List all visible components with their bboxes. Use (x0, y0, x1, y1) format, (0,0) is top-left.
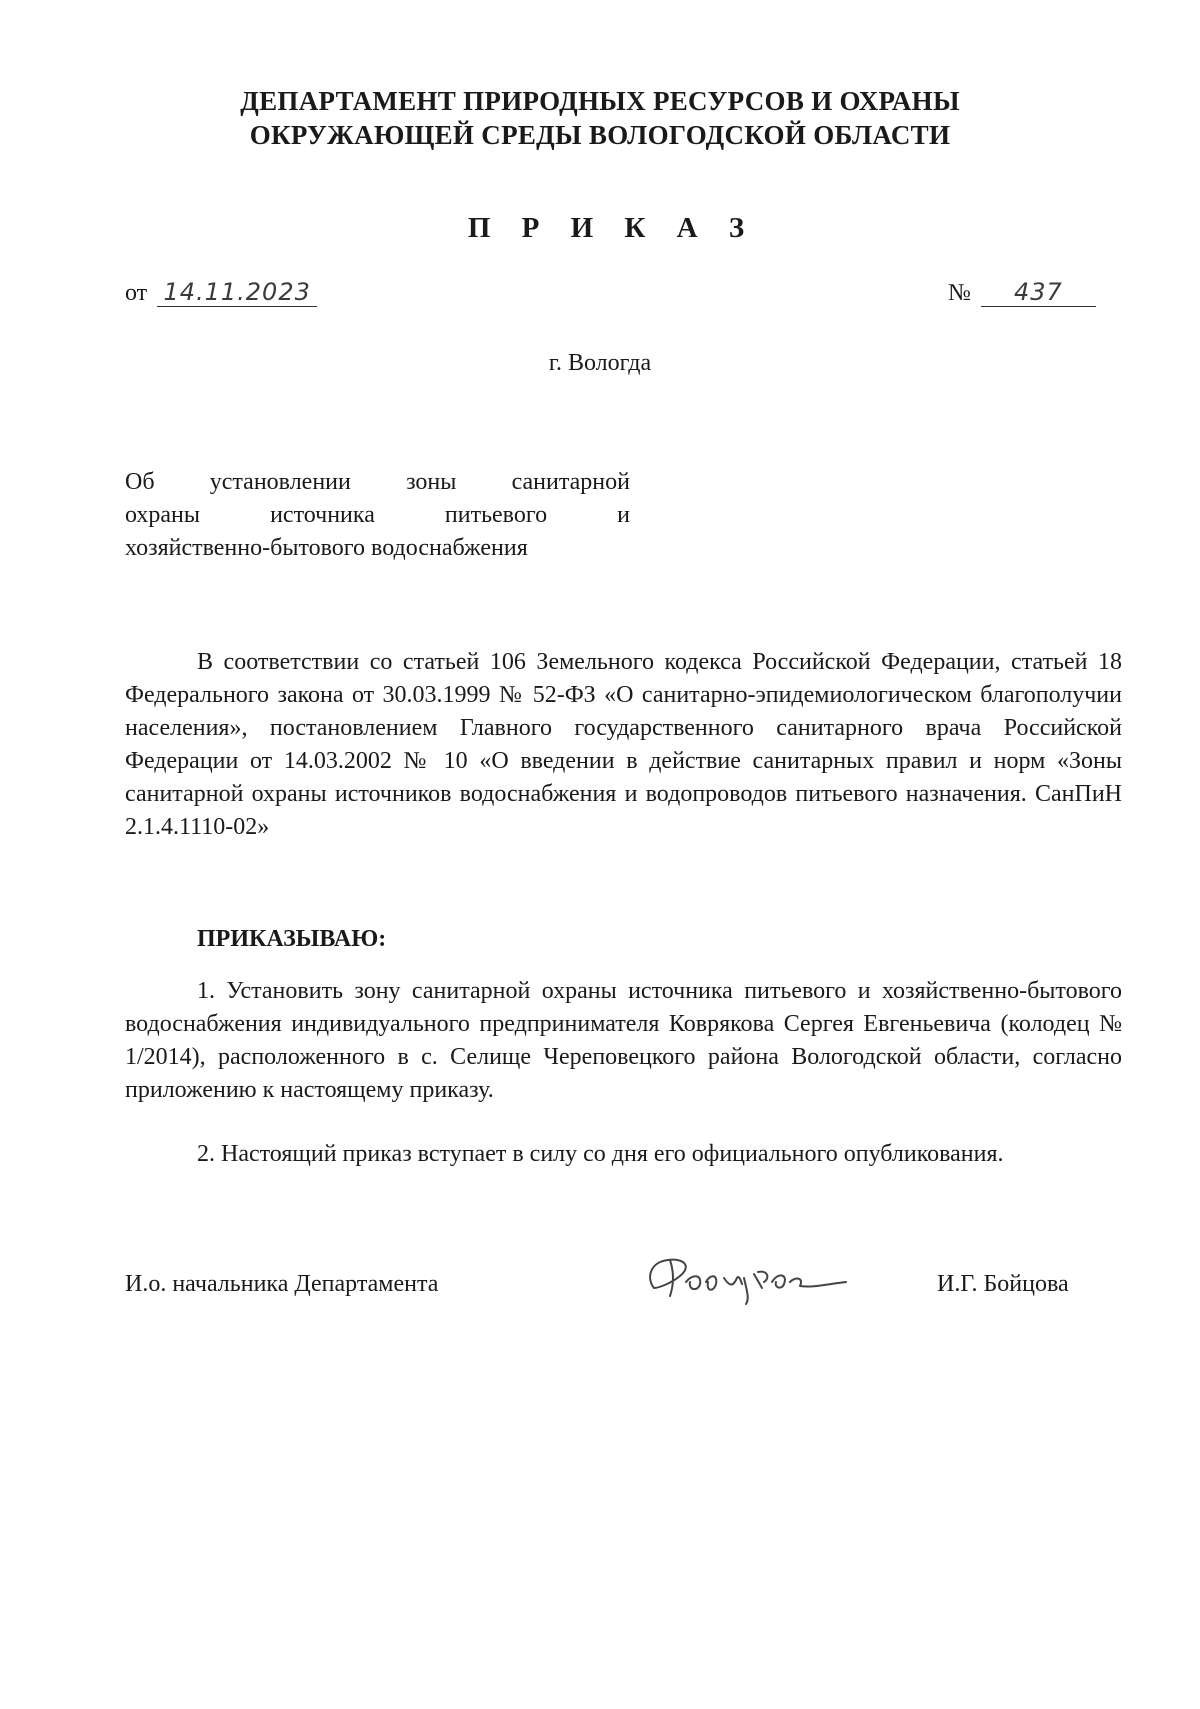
order-item-2: 2. Настоящий приказ вступает в силу со дня его официального опубликования. (197, 1141, 1004, 1167)
date-field (125, 278, 317, 307)
signer-position: И.о. начальника Департамента (125, 1271, 439, 1297)
number-field (948, 278, 1096, 307)
date-prefix: от (125, 280, 148, 306)
subject-line-2: охраны источника питьевого и (125, 502, 630, 528)
signer-name: И.Г. Бойцова (937, 1271, 1069, 1297)
order-item-1: 1. Установить зону санитарной охраны источника питьевого и хозяйственно-бытового водоснабжения индивидуального предпринимателя Коврякова Сергея Евгеньевича (колодец № 1/2014), расположенного в с. Селище Череповецкого района Вологодской области, согласно приложению к настоящему приказу. (125, 978, 1122, 1103)
header-line-1: ДЕПАРТАМЕНТ ПРИРОДНЫХ РЕСУРСОВ И ОХРАНЫ (240, 86, 960, 116)
department-header (150, 84, 1050, 152)
city-label: г. Вологда (548, 350, 652, 376)
number-value: 437 (981, 278, 1096, 307)
preamble-paragraph: В соответствии со статьей 106 Земельного кодекса Российской Федерации, статьей 18 Федерального закона от 30.03.1999 № 52-ФЗ «О санитарно-эпидемиологическом благополучии населения», постановлением Главного государственного санитарного врача Российской Федерации от 14.03.2002 № 10 «О введении в действие санитарных правил и норм «Зоны санитарной охраны источников водоснабжения и водопроводов питьевого назначения. СанПиН 2.1.4.1110-02» (125, 649, 1122, 840)
date-value: 14.11.2023 (157, 278, 317, 307)
number-prefix: № (948, 280, 971, 306)
header-line-2: ОКРУЖАЮЩЕЙ СРЕДЫ ВОЛОГОДСКОЙ ОБЛАСТИ (249, 120, 951, 150)
subject-block (125, 466, 630, 565)
handwritten-signature (640, 1248, 860, 1308)
subject-line-3: хозяйственно-бытового водоснабжения (125, 535, 528, 561)
decree-heading: ПРИКАЗЫВАЮ: (197, 926, 387, 952)
document-type-title: П Р И К А З (467, 212, 757, 244)
subject-line-1: Об установлении зоны санитарной (125, 469, 630, 495)
